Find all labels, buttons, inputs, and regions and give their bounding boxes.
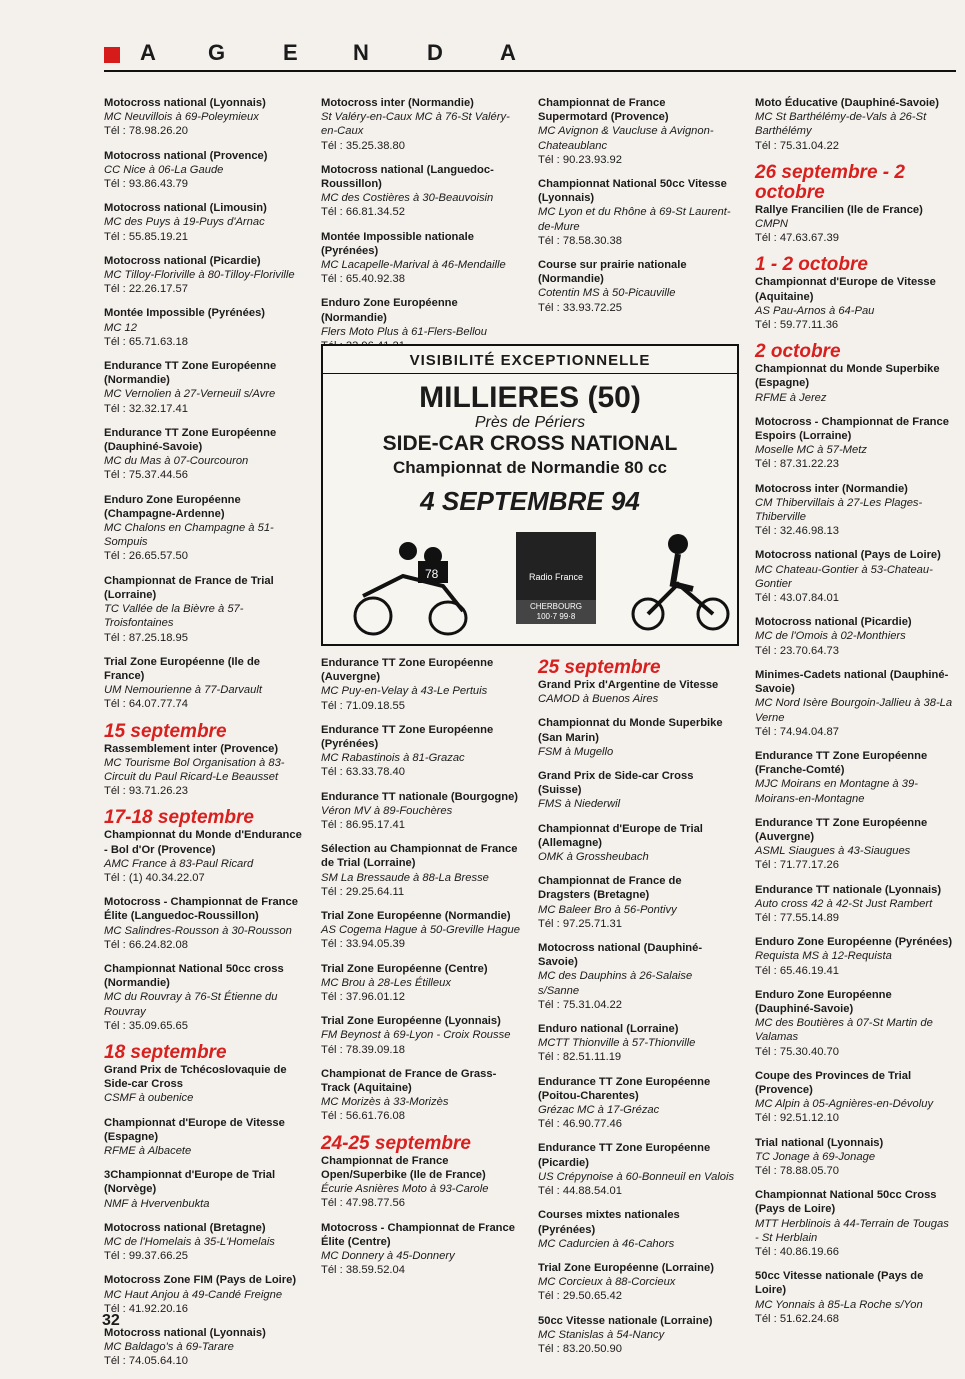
event-title: Endurance TT Zone Européenne (Auvergne) bbox=[755, 816, 928, 843]
phone: Tél : 71.09.18.55 bbox=[321, 699, 405, 712]
organizer: MC Tilloy-Floriville à 80-Tilloy-Floriville bbox=[104, 269, 295, 282]
phone: Tél : 74.94.04.87 bbox=[755, 725, 839, 738]
event-title: Championnat d'Europe de Vitesse (Aquitaine) bbox=[755, 276, 936, 303]
event-title: Enduro Zone Européenne (Champagne-Ardenne) bbox=[104, 493, 241, 520]
agenda-entry bbox=[104, 493, 302, 564]
date-heading: 18 septembre bbox=[104, 1041, 227, 1063]
organizer: MJC Moirans en Montagne à 39-Moirans-en-Montagne bbox=[755, 778, 918, 805]
organizer: AS Pau-Arnos à 64-Pau bbox=[755, 304, 875, 317]
phone: Tél : 78.58.30.38 bbox=[538, 234, 622, 247]
phone: Tél : 38.59.52.04 bbox=[321, 1264, 405, 1277]
event-title: Montée Impossible nationale (Pyrénées) bbox=[321, 230, 474, 257]
agenda-entry bbox=[321, 656, 521, 713]
agenda-entry bbox=[538, 177, 736, 248]
phone: Tél : 71.77.17.26 bbox=[755, 859, 839, 872]
agenda-entry bbox=[104, 426, 302, 483]
event-title: Championnat de France Open/Superbike (Ile de France) bbox=[321, 1154, 486, 1181]
event-title: Courses mixtes nationales (Pyrénées) bbox=[538, 1209, 680, 1236]
event-title: Motocross national (Bretagne) bbox=[104, 1221, 266, 1234]
organizer: FSM à Mugello bbox=[538, 745, 614, 758]
event-title: Championnat du Monde d'Endurance - Bol d'Or (Provence) bbox=[104, 829, 302, 856]
event-title: Minimes-Cadets national (Dauphiné-Savoie) bbox=[755, 668, 949, 696]
page-number: 32 bbox=[102, 1312, 120, 1329]
organizer: MC des Boutières à 07-St Martin de Valamas bbox=[755, 1017, 933, 1044]
event-title: Motocross Zone FIM (Pays de Loire) bbox=[104, 1274, 297, 1287]
agenda-entry bbox=[755, 96, 953, 153]
phone: Tél : (1) 40.34.22.07 bbox=[104, 871, 205, 884]
agenda-column-3-bottom bbox=[538, 654, 736, 1366]
agenda-entry bbox=[321, 230, 521, 287]
event-title: Motocross national (Picardie) bbox=[104, 254, 261, 267]
organizer: MC des Dauphins à 26-Salaise s/Sanne bbox=[538, 970, 693, 997]
event-title: Trial Zone Européenne (Lyonnais) bbox=[321, 1015, 501, 1028]
organizer: MC Alpin à 05-Agnières-en-Dévoluy bbox=[755, 1098, 934, 1111]
phone: Tél : 32.46.98.13 bbox=[755, 525, 839, 538]
phone: Tél : 35.09.65.65 bbox=[104, 1019, 188, 1032]
organizer: MC Stanislas à 54-Nancy bbox=[538, 1328, 665, 1341]
phone: Tél : 66.81.34.52 bbox=[321, 206, 405, 219]
organizer: CSMF à oubenice bbox=[104, 1092, 194, 1105]
event-title: Enduro Zone Européenne (Dauphiné-Savoie) bbox=[755, 988, 892, 1015]
radio-city: CHERBOURG bbox=[529, 602, 582, 611]
organizer: FMS à Niederwil bbox=[538, 798, 621, 811]
agenda-entry bbox=[104, 1221, 302, 1264]
title-letter: G bbox=[208, 40, 226, 65]
phone: Tél : 33.93.72.25 bbox=[538, 301, 622, 314]
agenda-entry bbox=[104, 895, 302, 952]
event-title: Trial Zone Européenne (Lorraine) bbox=[538, 1261, 714, 1274]
event-title: Motocross - Championnat de France Élite (Languedoc-Roussillon) bbox=[104, 896, 298, 923]
agenda-entry bbox=[321, 163, 521, 220]
phone: Tél : 90.23.93.92 bbox=[538, 153, 622, 166]
event-title: Championnat de France Supermotard (Provence) bbox=[538, 97, 669, 124]
phone: Tél : 37.96.01.12 bbox=[321, 991, 405, 1004]
organizer: MC Puy-en-Velay à 43-Le Pertuis bbox=[321, 685, 488, 698]
radio-france-frequency bbox=[516, 600, 596, 624]
event-title: Trial national (Lyonnais) bbox=[755, 1136, 884, 1149]
agenda-entry bbox=[755, 203, 953, 246]
organizer: RFME à Jerez bbox=[755, 391, 827, 404]
event-title: Motocross national (Provence) bbox=[104, 149, 268, 162]
agenda-entry bbox=[321, 909, 521, 952]
agenda-entry bbox=[538, 96, 736, 167]
phone: Tél : 35.25.38.80 bbox=[321, 139, 405, 152]
phone: Tél : 99.37.66.25 bbox=[104, 1250, 188, 1263]
phone: Tél : 74.05.64.10 bbox=[104, 1355, 188, 1368]
phone: Tél : 93.86.43.79 bbox=[104, 178, 188, 191]
date-heading: 15 septembre bbox=[104, 720, 227, 742]
agenda-entry bbox=[755, 935, 953, 978]
event-title: 50cc Vitesse nationale (Pays de Loire) bbox=[755, 1270, 924, 1297]
ad-banner: VISIBILITÉ EXCEPTIONNELLE bbox=[409, 352, 651, 369]
phone: Tél : 23.70.64.73 bbox=[755, 644, 839, 657]
agenda-column-2-bottom bbox=[321, 656, 521, 1287]
event-title: Motocross national (Lyonnais) bbox=[104, 97, 266, 109]
phone: Tél : 29.50.65.42 bbox=[538, 1290, 622, 1303]
organizer: MC Chalons en Champagne à 51-Sompuis bbox=[104, 522, 274, 549]
phone: Tél : 97.25.71.31 bbox=[538, 917, 622, 930]
phone: Tél : 75.31.04.22 bbox=[538, 998, 622, 1011]
organizer: MC Salindres-Rousson à 30-Rousson bbox=[104, 924, 292, 937]
event-title: Grand Prix de Tchécoslovaquie de Side-car Cross bbox=[104, 1063, 287, 1091]
event-title: Grand Prix d'Argentine de Vitesse bbox=[538, 679, 719, 691]
organizer: CAMOD à Buenos Aires bbox=[538, 693, 659, 706]
organizer: MC de l'Homelais à 35-L'Homelais bbox=[104, 1236, 275, 1248]
event-title: Motocross inter (Normandie) bbox=[321, 97, 474, 109]
event-title: Championnat du Monde Superbike (San Marin) bbox=[538, 717, 723, 744]
agenda-entry bbox=[104, 359, 302, 416]
event-title: Motocross national (Languedoc-Roussillon) bbox=[321, 163, 494, 191]
event-title: Moto Éducative (Dauphiné-Savoie) bbox=[755, 97, 939, 109]
phone: Tél : 65.40.92.38 bbox=[321, 273, 405, 286]
phone: Tél : 47.98.77.56 bbox=[321, 1197, 405, 1210]
organizer: SM La Bressaude à 88-La Bresse bbox=[321, 871, 489, 884]
event-title: Montée Impossible (Pyrénées) bbox=[104, 307, 266, 320]
date-heading: 26 septembre - 2 octobre bbox=[755, 161, 905, 203]
svg-text:78: 78 bbox=[425, 567, 439, 581]
phone: Tél : 75.31.04.22 bbox=[755, 139, 839, 152]
phone: Tél : 93.71.26.23 bbox=[104, 785, 188, 798]
agenda-entry bbox=[321, 723, 521, 780]
organizer: MC Chateau-Gontier à 53-Chateau-Gontier bbox=[755, 563, 933, 590]
organizer: MC Nord Isère Bourgoin-Jallieu à 38-La Verne bbox=[755, 697, 953, 724]
organizer: MC du Mas à 07-Courcouron bbox=[104, 455, 249, 468]
agenda-entry bbox=[755, 615, 953, 658]
event-title: Championat de France de Grass-Track (Aquitaine) bbox=[321, 1067, 497, 1095]
event-title: Motocross - Championnat de France Espoirs (Lorraine) bbox=[755, 415, 949, 443]
agenda-entry bbox=[538, 1261, 736, 1304]
organizer: MC Haut Anjou à 49-Candé Freigne bbox=[104, 1288, 283, 1301]
event-title: Endurance TT Zone Européenne (Normandie) bbox=[104, 360, 277, 387]
event-title: Endurance TT Zone Européenne (Poitou-Charentes) bbox=[538, 1075, 711, 1102]
event-title: 50cc Vitesse nationale (Lorraine) bbox=[538, 1314, 713, 1327]
organizer: MC Brou à 28-Les Étilleux bbox=[321, 976, 451, 989]
organizer: MC Avignon & Vaucluse à Avignon-Chateaublanc bbox=[538, 125, 714, 152]
phone: Tél : 32.32.17.41 bbox=[104, 402, 188, 415]
motocross-rider-illustration bbox=[623, 524, 733, 634]
phone: Tél : 77.55.14.89 bbox=[755, 911, 839, 924]
organizer: MC Tourisme Bol Organisation à 83-Circuit du Paul Ricard-Le Beausset bbox=[104, 756, 285, 783]
event-title: Championnat d'Europe de Vitesse (Espagne) bbox=[104, 1116, 285, 1143]
organizer: MC des Puys à 19-Puys d'Arnac bbox=[104, 216, 265, 229]
organizer: MC Neuvillois à 69-Poleymieux bbox=[104, 111, 259, 124]
sidecar-illustration bbox=[333, 526, 483, 636]
event-title: Grand Prix de Side-car Cross (Suisse) bbox=[538, 770, 694, 797]
phone: Tél : 33.94.05.39 bbox=[321, 938, 405, 951]
phone: Tél : 87.25.18.95 bbox=[104, 631, 188, 644]
organizer: RFME à Albacete bbox=[104, 1144, 192, 1157]
ad-subtitle: Près de Périers bbox=[474, 414, 586, 431]
phone: Tél : 86.95.17.41 bbox=[321, 819, 405, 832]
event-title: Endurance TT Zone Européenne (Franche-Comté) bbox=[755, 749, 928, 777]
agenda-column-4 bbox=[755, 96, 953, 1336]
agenda-column-3-top bbox=[538, 96, 736, 325]
phone: Tél : 59.77.11.36 bbox=[755, 319, 839, 332]
phone: Tél : 51.62.24.68 bbox=[755, 1312, 839, 1325]
agenda-entry bbox=[104, 1063, 302, 1106]
agenda-entry bbox=[538, 1075, 736, 1132]
title-letter: N bbox=[353, 40, 369, 65]
organizer: Auto cross 42 à 42-St Just Rambert bbox=[755, 897, 933, 910]
event-title: Motocross national (Picardie) bbox=[755, 616, 912, 629]
event-title: Endurance TT nationale (Lyonnais) bbox=[755, 883, 942, 896]
date-heading: 1 - 2 octobre bbox=[755, 254, 868, 276]
agenda-entry bbox=[104, 1116, 302, 1159]
agenda-entry bbox=[104, 1326, 302, 1369]
agenda-header bbox=[104, 40, 956, 70]
agenda-entry bbox=[755, 275, 953, 332]
event-title: 3Championnat d'Europe de Trial (Norvège) bbox=[104, 1169, 276, 1196]
agenda-entry bbox=[538, 1208, 736, 1251]
phone: Tél : 65.46.19.41 bbox=[755, 964, 839, 977]
agenda-entry bbox=[538, 1314, 736, 1357]
agenda-entry bbox=[755, 1269, 953, 1326]
agenda-entry bbox=[755, 482, 953, 539]
ad-date: 4 SEPTEMBRE 94 bbox=[420, 486, 640, 516]
organizer: Flers Moto Plus à 61-Flers-Bellou bbox=[321, 325, 488, 338]
agenda-entry bbox=[104, 96, 302, 139]
agenda-entry bbox=[538, 1141, 736, 1198]
date-heading: 24-25 septembre bbox=[321, 1132, 471, 1154]
organizer: St Valéry-en-Caux MC à 76-St Valéry-en-Caux bbox=[321, 111, 510, 138]
event-title: Rallye Francilien (Ile de France) bbox=[755, 203, 923, 216]
event-title: Endurance TT Zone Européenne (Auvergne) bbox=[321, 657, 494, 684]
phone: Tél : 41.92.20.16 bbox=[104, 1302, 188, 1315]
radio-france-logo bbox=[516, 532, 596, 624]
title-letter: A bbox=[140, 40, 156, 65]
agenda-entry bbox=[321, 842, 521, 899]
phone: Tél : 75.30.40.70 bbox=[755, 1045, 839, 1058]
agenda-entry bbox=[538, 258, 736, 315]
organizer: MC Corcieux à 88-Corcieux bbox=[538, 1276, 676, 1289]
organizer: MC St Barthélémy-de-Vals à 26-St Barthélémy bbox=[755, 111, 927, 138]
phone: Tél : 29.25.64.11 bbox=[321, 885, 405, 898]
ad-event-subtitle: Championnat de Normandie 80 cc bbox=[393, 458, 667, 477]
agenda-column-1 bbox=[104, 96, 302, 1379]
radio-freq: 100·7 99·8 bbox=[536, 612, 576, 621]
agenda-entry bbox=[321, 96, 521, 153]
event-title: Championnat de France de Trial (Lorraine) bbox=[104, 574, 274, 601]
organizer: MC Donnery à 45-Donnery bbox=[321, 1249, 455, 1262]
agenda-entry bbox=[538, 1022, 736, 1065]
agenda-entry bbox=[321, 1221, 521, 1278]
organizer: UM Nemourienne à 77-Darvault bbox=[104, 684, 262, 697]
agenda-entry bbox=[755, 668, 953, 739]
phone: Tél : 26.65.57.50 bbox=[104, 550, 188, 563]
event-title: Championnat National 50cc cross (Normandie) bbox=[104, 962, 284, 990]
agenda-entry bbox=[755, 883, 953, 926]
organizer: MC Lyon et du Rhône à 69-St Laurent-de-Mure bbox=[538, 206, 731, 233]
event-title: Motocross inter (Normandie) bbox=[755, 482, 908, 495]
agenda-entry bbox=[104, 201, 302, 244]
organizer: MC Rabastinois à 81-Grazac bbox=[321, 752, 465, 765]
ad-event-title: SIDE-CAR CROSS NATIONAL bbox=[382, 432, 678, 455]
organizer: MC Cadurcien à 46-Cahors bbox=[538, 1237, 675, 1250]
phone: Tél : 66.24.82.08 bbox=[104, 938, 188, 951]
phone: Tél : 65.71.63.18 bbox=[104, 335, 188, 348]
agenda-entry bbox=[321, 962, 521, 1005]
phone: Tél : 63.33.78.40 bbox=[321, 766, 405, 779]
organizer: Requista MS à 12-Requista bbox=[755, 950, 892, 963]
organizer: MC Lacapelle-Marival à 46-Mendaille bbox=[321, 259, 506, 272]
event-title: Motocross national (Pays de Loire) bbox=[755, 549, 941, 562]
event-title: Endurance TT Zone Européenne (Pyrénées) bbox=[321, 723, 494, 751]
phone: Tél : 82.51.11.19 bbox=[538, 1051, 622, 1064]
event-title: Enduro Zone Européenne (Pyrénées) bbox=[755, 936, 953, 949]
agenda-entry bbox=[755, 1069, 953, 1126]
phone: Tél : 55.85.19.21 bbox=[104, 230, 188, 243]
event-title: Trial Zone Européenne (Ile de France) bbox=[104, 655, 261, 682]
agenda-entry bbox=[755, 1136, 953, 1179]
agenda-entry bbox=[755, 749, 953, 806]
organizer: Cotentin MS à 50-Picauville bbox=[538, 287, 676, 300]
advertisement-box bbox=[321, 344, 739, 646]
agenda-entry bbox=[755, 1188, 953, 1259]
agenda-entry bbox=[755, 548, 953, 605]
organizer: MC Yonnais à 85-La Roche s/Yon bbox=[755, 1298, 923, 1311]
phone: Tél : 78.98.26.20 bbox=[104, 125, 188, 138]
organizer: CC Nice à 06-La Gaude bbox=[104, 163, 224, 176]
organizer: AMC France à 83-Paul Ricard bbox=[104, 857, 254, 870]
agenda-entry bbox=[104, 1168, 302, 1211]
event-title: Endurance TT nationale (Bourgogne) bbox=[321, 790, 519, 803]
agenda-entry bbox=[104, 254, 302, 297]
organizer: MC Morizès à 33-Morizès bbox=[321, 1096, 449, 1109]
event-title: Rassemblement inter (Provence) bbox=[104, 742, 279, 755]
red-square-icon bbox=[104, 47, 120, 63]
agenda-entry bbox=[538, 678, 736, 706]
agenda-entry bbox=[755, 816, 953, 873]
title-letter: D bbox=[427, 40, 443, 65]
event-title: Endurance TT Zone Européenne (Picardie) bbox=[538, 1142, 711, 1169]
event-title: Championnat de France de Dragsters (Bretagne) bbox=[538, 875, 682, 902]
phone: Tél : 64.07.77.74 bbox=[104, 698, 188, 711]
organizer: MC Baleer Bro à 56-Pontivy bbox=[538, 903, 677, 916]
radio-france-label: Radio France bbox=[528, 572, 584, 582]
title-letter: E bbox=[283, 40, 298, 65]
event-title: Coupe des Provinces de Trial (Provence) bbox=[755, 1069, 912, 1096]
agenda-entry bbox=[755, 415, 953, 472]
agenda-entry bbox=[321, 790, 521, 833]
phone: Tél : 75.37.44.56 bbox=[104, 469, 188, 482]
phone: Tél : 83.20.50.90 bbox=[538, 1342, 622, 1355]
header-rule bbox=[104, 70, 956, 72]
ad-location: MILLIERES (50) bbox=[419, 381, 641, 414]
agenda-entry bbox=[104, 828, 302, 885]
organizer: US Crépynoise à 60-Bonneuil en Valois bbox=[538, 1170, 735, 1183]
organizer: TC Vallée de la Bièvre à 57-Troisfontaines bbox=[104, 603, 244, 630]
organizer: AS Cogema Hague à 50-Greville Hague bbox=[321, 924, 520, 937]
phone: Tél : 92.51.12.10 bbox=[755, 1112, 839, 1125]
organizer: MC de l'Omois à 02-Monthiers bbox=[755, 630, 906, 643]
organizer: MCTT Thionville à 57-Thionville bbox=[538, 1037, 696, 1050]
agenda-entry bbox=[538, 874, 736, 931]
agenda-entry bbox=[538, 716, 736, 759]
organizer: Grézac MC à 17-Grézac bbox=[538, 1104, 660, 1117]
agenda-entry bbox=[321, 1154, 521, 1211]
date-heading: 25 septembre bbox=[538, 657, 661, 678]
organizer: TC Jonage à 69-Jonage bbox=[755, 1150, 876, 1163]
phone: Tél : 40.86.19.66 bbox=[755, 1246, 839, 1258]
event-title: Course sur prairie nationale (Normandie) bbox=[538, 259, 687, 286]
event-title: Motocross - Championnat de France Élite (Centre) bbox=[321, 1221, 515, 1248]
agenda-entry bbox=[104, 149, 302, 192]
phone: Tél : 47.63.67.39 bbox=[755, 232, 839, 245]
phone: Tél : 43.07.84.01 bbox=[755, 592, 839, 605]
phone: Tél : 44.88.54.01 bbox=[538, 1185, 622, 1198]
agenda-entry bbox=[538, 822, 736, 865]
phone: Tél : 78.88.05.70 bbox=[755, 1164, 839, 1177]
event-title: Championnat du Monde Superbike (Espagne) bbox=[755, 363, 940, 390]
agenda-entry bbox=[755, 988, 953, 1059]
organizer: FM Beynost à 69-Lyon - Croix Rousse bbox=[321, 1029, 511, 1042]
organizer: Moselle MC à 57-Metz bbox=[755, 444, 867, 457]
agenda-entry bbox=[104, 742, 302, 799]
agenda-entry bbox=[104, 306, 302, 349]
phone: Tél : 87.31.22.23 bbox=[755, 458, 839, 471]
organizer: CMPN bbox=[755, 218, 788, 231]
agenda-entry bbox=[104, 1273, 302, 1316]
agenda-entry bbox=[104, 574, 302, 645]
event-title: Championnat d'Europe de Trial (Allemagne) bbox=[538, 822, 703, 849]
agenda-entry bbox=[538, 941, 736, 1012]
organizer: MC Baldago's à 69-Tarare bbox=[104, 1341, 234, 1354]
agenda-entry bbox=[104, 962, 302, 1033]
event-title: Motocross national (Limousin) bbox=[104, 202, 267, 215]
event-title: Championnat National 50cc Cross (Pays de Loire) bbox=[755, 1189, 937, 1216]
organizer: MC 12 bbox=[104, 321, 137, 334]
organizer: MTT Herblinois à 44-Terrain de Tougas - St Herblain bbox=[755, 1217, 949, 1244]
event-title: Enduro national (Lorraine) bbox=[538, 1023, 679, 1036]
organizer: Véron MV à 89-Fouchères bbox=[321, 804, 453, 817]
phone: Tél : 78.39.09.18 bbox=[321, 1043, 405, 1056]
organizer: CM Thibervillais à 27-Les Plages-Thiberville bbox=[755, 496, 923, 524]
phone: Tél : 56.61.76.08 bbox=[321, 1110, 405, 1123]
event-title: Trial Zone Européenne (Centre) bbox=[321, 962, 488, 975]
event-title: Motocross national (Dauphiné-Savoie) bbox=[538, 942, 703, 969]
date-heading: 17-18 septembre bbox=[104, 807, 254, 829]
agenda-entry bbox=[538, 769, 736, 812]
event-title: Championnat National 50cc Vitesse (Lyonnais) bbox=[538, 178, 727, 205]
organizer: MC des Costières à 30-Beauvoisin bbox=[321, 192, 494, 205]
organizer: OMK à Grossheubach bbox=[538, 851, 649, 864]
organizer: NMF à Hvervenbukta bbox=[104, 1197, 210, 1210]
organizer: MC du Rouvray à 76-St Étienne du Rouvray bbox=[104, 991, 278, 1018]
event-title: Enduro Zone Européenne (Normandie) bbox=[321, 297, 458, 324]
event-title: Trial Zone Européenne (Normandie) bbox=[321, 910, 511, 923]
agenda-column-2-top bbox=[321, 96, 521, 363]
agenda-entry bbox=[321, 1067, 521, 1124]
event-title: Sélection au Championnat de France de Trial (Lorraine) bbox=[321, 843, 518, 870]
agenda-entry bbox=[321, 1014, 521, 1057]
event-title: Endurance TT Zone Européenne (Dauphiné-Savoie) bbox=[104, 426, 277, 454]
agenda-entry bbox=[755, 362, 953, 405]
organizer: MC Vernolien à 27-Verneuil s/Avre bbox=[104, 388, 276, 401]
phone: Tél : 46.90.77.46 bbox=[538, 1118, 622, 1131]
event-title: Motocross national (Lyonnais) bbox=[104, 1327, 266, 1340]
date-heading: 2 octobre bbox=[755, 341, 841, 363]
agenda-entry bbox=[104, 655, 302, 712]
organizer: Écurie Asnières Moto à 93-Carole bbox=[321, 1183, 489, 1196]
title-letter: A bbox=[500, 40, 516, 65]
organizer: ASML Siaugues à 43-Siaugues bbox=[755, 845, 911, 858]
phone: Tél : 22.26.17.57 bbox=[104, 283, 188, 296]
